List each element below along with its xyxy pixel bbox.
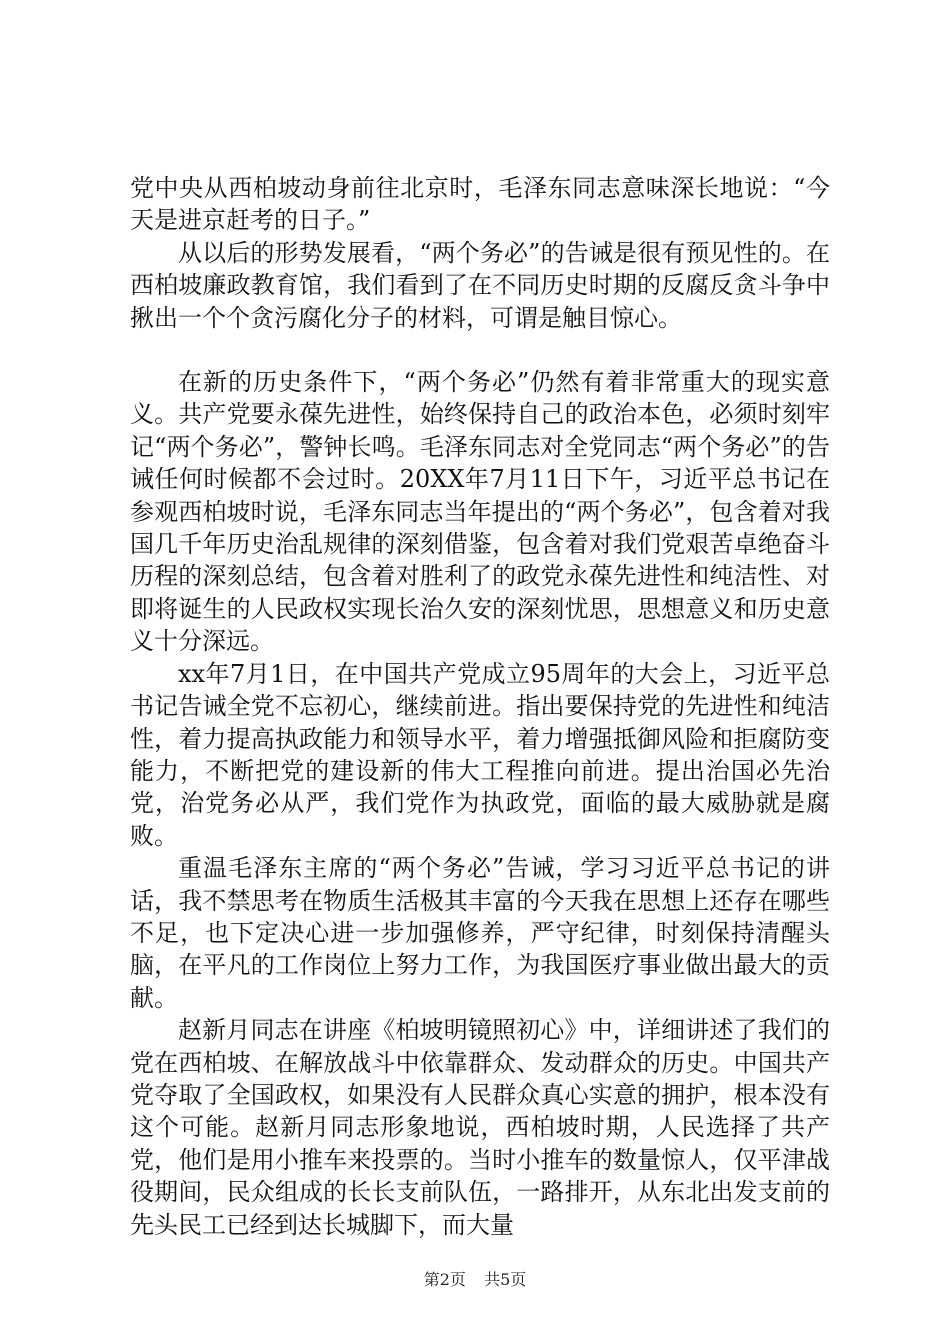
paragraph-3: 在新的历史条件下，“两个务必”仍然有着非常重大的现实意义。共产党要永葆先进性，始终保持自己的政治本色，必须时刻牢记“两个务必”，警钟长鸣。毛泽东同志对全党同志“两个务必”的告诫任何时候都不会过时。20XX年7月11日下午，习近平总书记在参观西柏坡时说，毛泽东同志当年提出的“两个务必”，包含着对我国几千年历史治乱规律的深刻借鉴，包含着对我们党艰苦卓绝奋斗历程的深刻总结，包含着对胜利了的政党永葆先进性和纯洁性、对即将诞生的人民政权实现长治久安的深刻忧思，思想意义和历史意义十分深远。 [130, 368, 830, 656]
paragraph-6: 赵新月同志在讲座《柏坡明镜照初心》中，详细讲述了我们的党在西柏坡、在解放战斗中依靠群众、发动群众的历史。中国共产党夺取了全国政权，如果没有人民群众真心实意的拥护，根本没有这个可能。赵新月同志形象地说，西柏坡时期，人民选择了共产党，他们是用小推车来投票的。当时小推车的数量惊人，仅平津战役期间，民众组成的长长支前队伍，一路排开，从东北出发支前的先头民工已经到达长城脚下，而大量 [130, 1016, 830, 1239]
paragraph-2: 从以后的形势发展看，“两个务必”的告诫是很有预见性的。在西柏坡廉政教育馆，我们看到了在不同历史时期的反腐反贪斗争中揪出一个个贪污腐化分子的材料，可谓是触目惊心。 [130, 238, 830, 332]
page-footer [0, 1270, 950, 1290]
document-body [130, 172, 830, 1241]
page-total: 共5页 [484, 1270, 527, 1289]
paragraph-5: 重温毛泽东主席的“两个务必”告诫，学习习近平总书记的讲话，我不禁思考在物质生活极其丰富的今天我在思想上还存在哪些不足，也下定决心进一步加强修养，严守纪律，时刻保持清醒头脑，在平凡的工作岗位上努力工作，为我国医疗事业做出最大的贡献。 [130, 854, 830, 1012]
page-number: 第2页 [423, 1270, 466, 1289]
paragraph-1: 党中央从西柏坡动身前往北京时，毛泽东同志意味深长地说：“今天是进京赶考的日子。” [130, 174, 830, 235]
paragraph-4: xx年7月1日，在中国共产党成立95周年的大会上，习近平总书记告诫全党不忘初心，继续前进。指出要保持党的先进性和纯洁性，着力提高执政能力和领导水平，着力增强抵御风险和拒腐防变能力，不断把党的建设新的伟大工程推向前进。提出治国必先治党，治党务必从严，我们党作为执政党，面临的最大威胁就是腐败。 [130, 659, 830, 850]
paragraph-spacer [130, 334, 830, 366]
